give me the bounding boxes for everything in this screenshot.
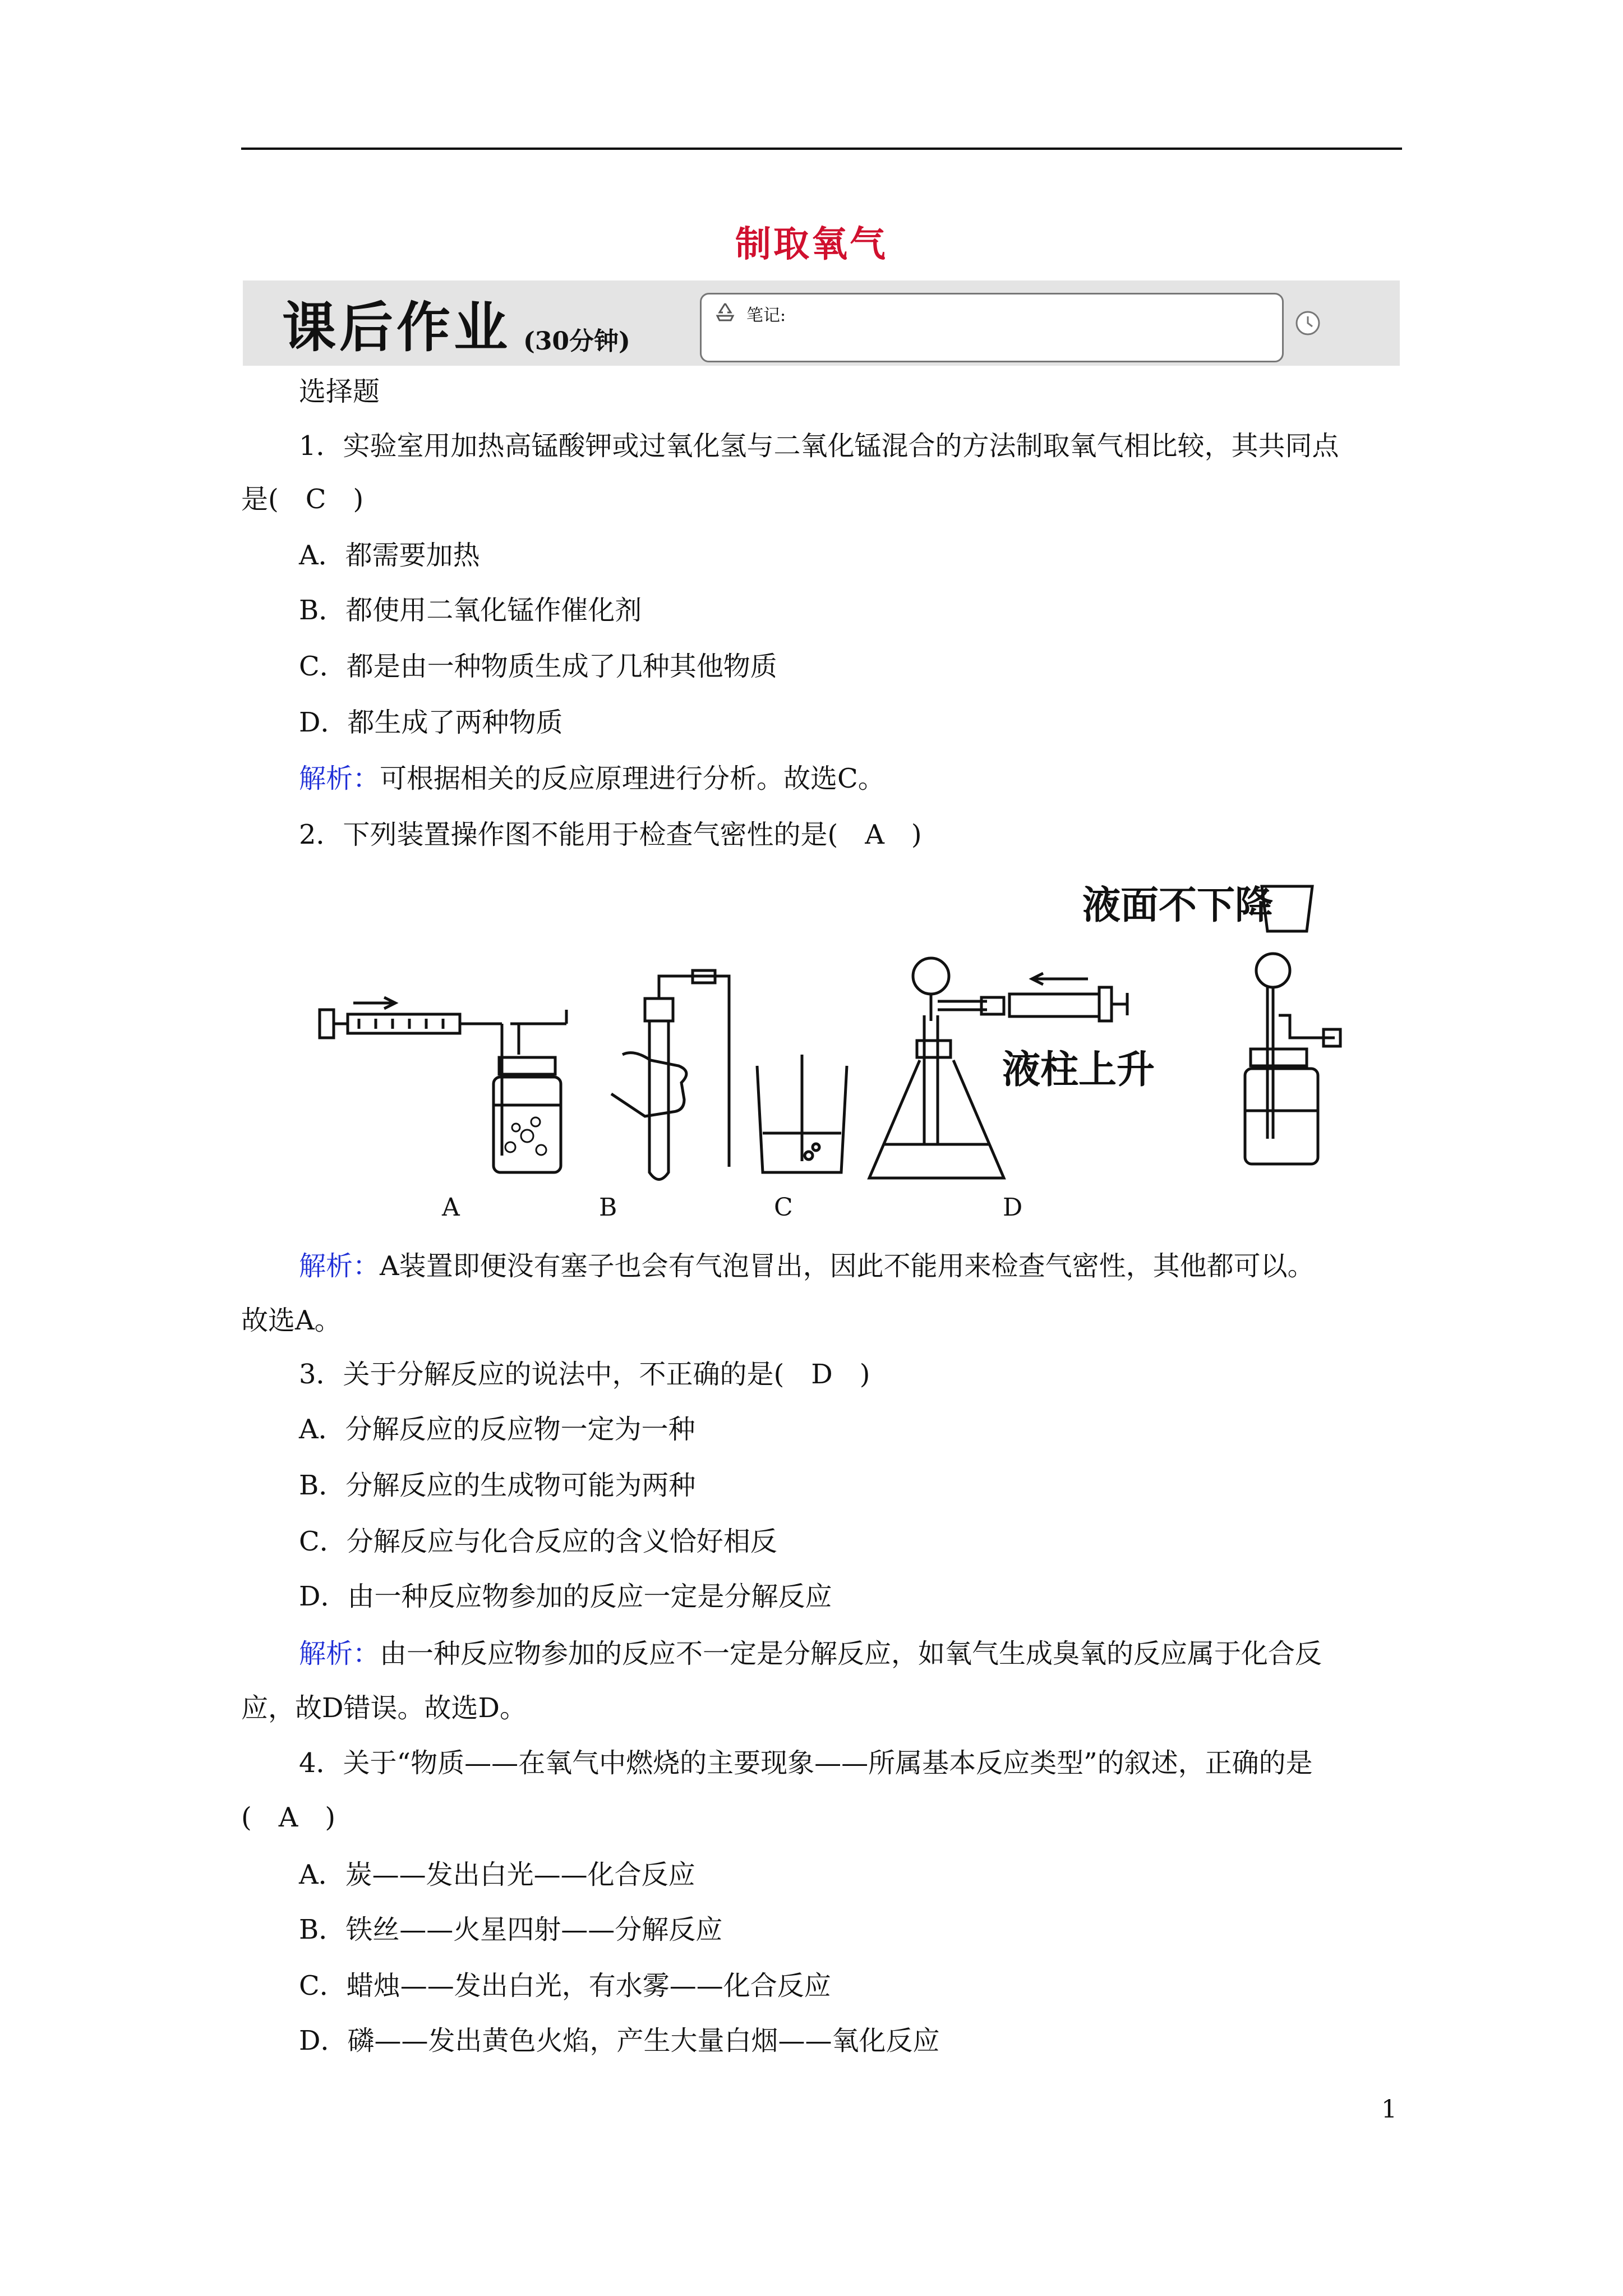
q3-option-d: D．由一种反应物参加的反应一定是分解反应 (299, 1581, 832, 1612)
analysis-text: A装置即便没有塞子也会有气泡冒出，因此不能用来检查气密性，其他都可以。 (380, 1250, 1315, 1282)
analysis-text: 可根据相关的反应原理进行分析。故选C。 (380, 763, 885, 794)
figure-note-level-stable: 液面不下降 (1082, 884, 1274, 928)
apparatus-c (746, 1055, 858, 1189)
q3-stem-line1: 3．关于分解反应的说法中，不正确的是( D ) (299, 1359, 870, 1390)
clock-icon (1294, 310, 1321, 337)
analysis-text: 由一种反应物参加的反应不一定是分解反应，如氧气生成臭氧的反应属于化合反 (380, 1638, 1322, 1669)
q4-option-a: A．炭——发出白光——化合反应 (299, 1859, 695, 1890)
figure-label-b: B (599, 1193, 617, 1222)
q4-option-b: B．铁丝——火星四射——分解反应 (299, 1914, 723, 1945)
q1-option-c: C．都是由一种物质生成了几种其他物质 (299, 651, 777, 682)
analysis-label: 解析： (299, 1250, 380, 1282)
figure-label-a: A (442, 1193, 460, 1222)
q1-option-d: D．都生成了两种物质 (299, 707, 563, 738)
q3-option-b: B．分解反应的生成物可能为两种 (299, 1470, 696, 1501)
notes-field[interactable] (700, 293, 1284, 362)
banner-heading: 课后作业 (282, 296, 511, 359)
figure-label-c: C (774, 1193, 793, 1222)
figure-label-d: D (1003, 1193, 1023, 1222)
q4-option-d: D．磷——发出黄色火焰，产生大量白烟——氧化反应 (299, 2025, 940, 2056)
q1-option-b: B．都使用二氧化锰作催化剂 (299, 595, 642, 626)
q1-analysis (299, 762, 885, 795)
homework-banner (243, 280, 1400, 366)
header-rule (241, 148, 1402, 150)
section-heading: 选择题 (299, 376, 380, 407)
q1-stem-line2: 是( C ) (241, 484, 364, 515)
q3-analysis-line2: 应，故D错误。故选D。 (241, 1692, 527, 1724)
q1-option-a: A．都需要加热 (299, 540, 480, 571)
q1-stem-line1: 1．实验室用加热高锰酸钾或过氧化氢与二氧化锰混合的方法制取氧气相比较，其共同点 (299, 430, 1339, 462)
q2-stem-line1: 2．下列装置操作图不能用于检查气密性的是( A ) (299, 819, 922, 850)
recycle-icon (714, 302, 736, 323)
notes-label: 笔记: (746, 306, 786, 325)
q3-option-a: A．分解反应的反应物一定为一种 (299, 1414, 695, 1445)
page-title: 制取氧气 (735, 223, 888, 265)
q3-option-c: C．分解反应与化合反应的含义恰好相反 (299, 1526, 777, 1557)
analysis-label: 解析： (299, 1638, 380, 1669)
apparatus-a (314, 987, 583, 1178)
analysis-label: 解析： (299, 763, 380, 794)
figure-note-liquid-rises: 液柱上升 (1002, 1048, 1155, 1092)
q3-analysis-line1 (299, 1637, 1322, 1671)
q4-stem-line2: ( A ) (241, 1802, 336, 1833)
page-number: 1 (1381, 2095, 1397, 2124)
q4-option-c: C．蜡烛——发出白光，有水雾——化合反应 (299, 1970, 831, 2001)
q4-stem-line1: 4．关于“物质——在氧气中燃烧的主要现象——所属基本反应类型”的叙述，正确的是 (299, 1747, 1313, 1779)
q2-analysis-line1 (299, 1249, 1315, 1283)
q2-analysis-line2: 故选A。 (241, 1305, 342, 1336)
banner-time: (30分钟) (523, 327, 630, 356)
